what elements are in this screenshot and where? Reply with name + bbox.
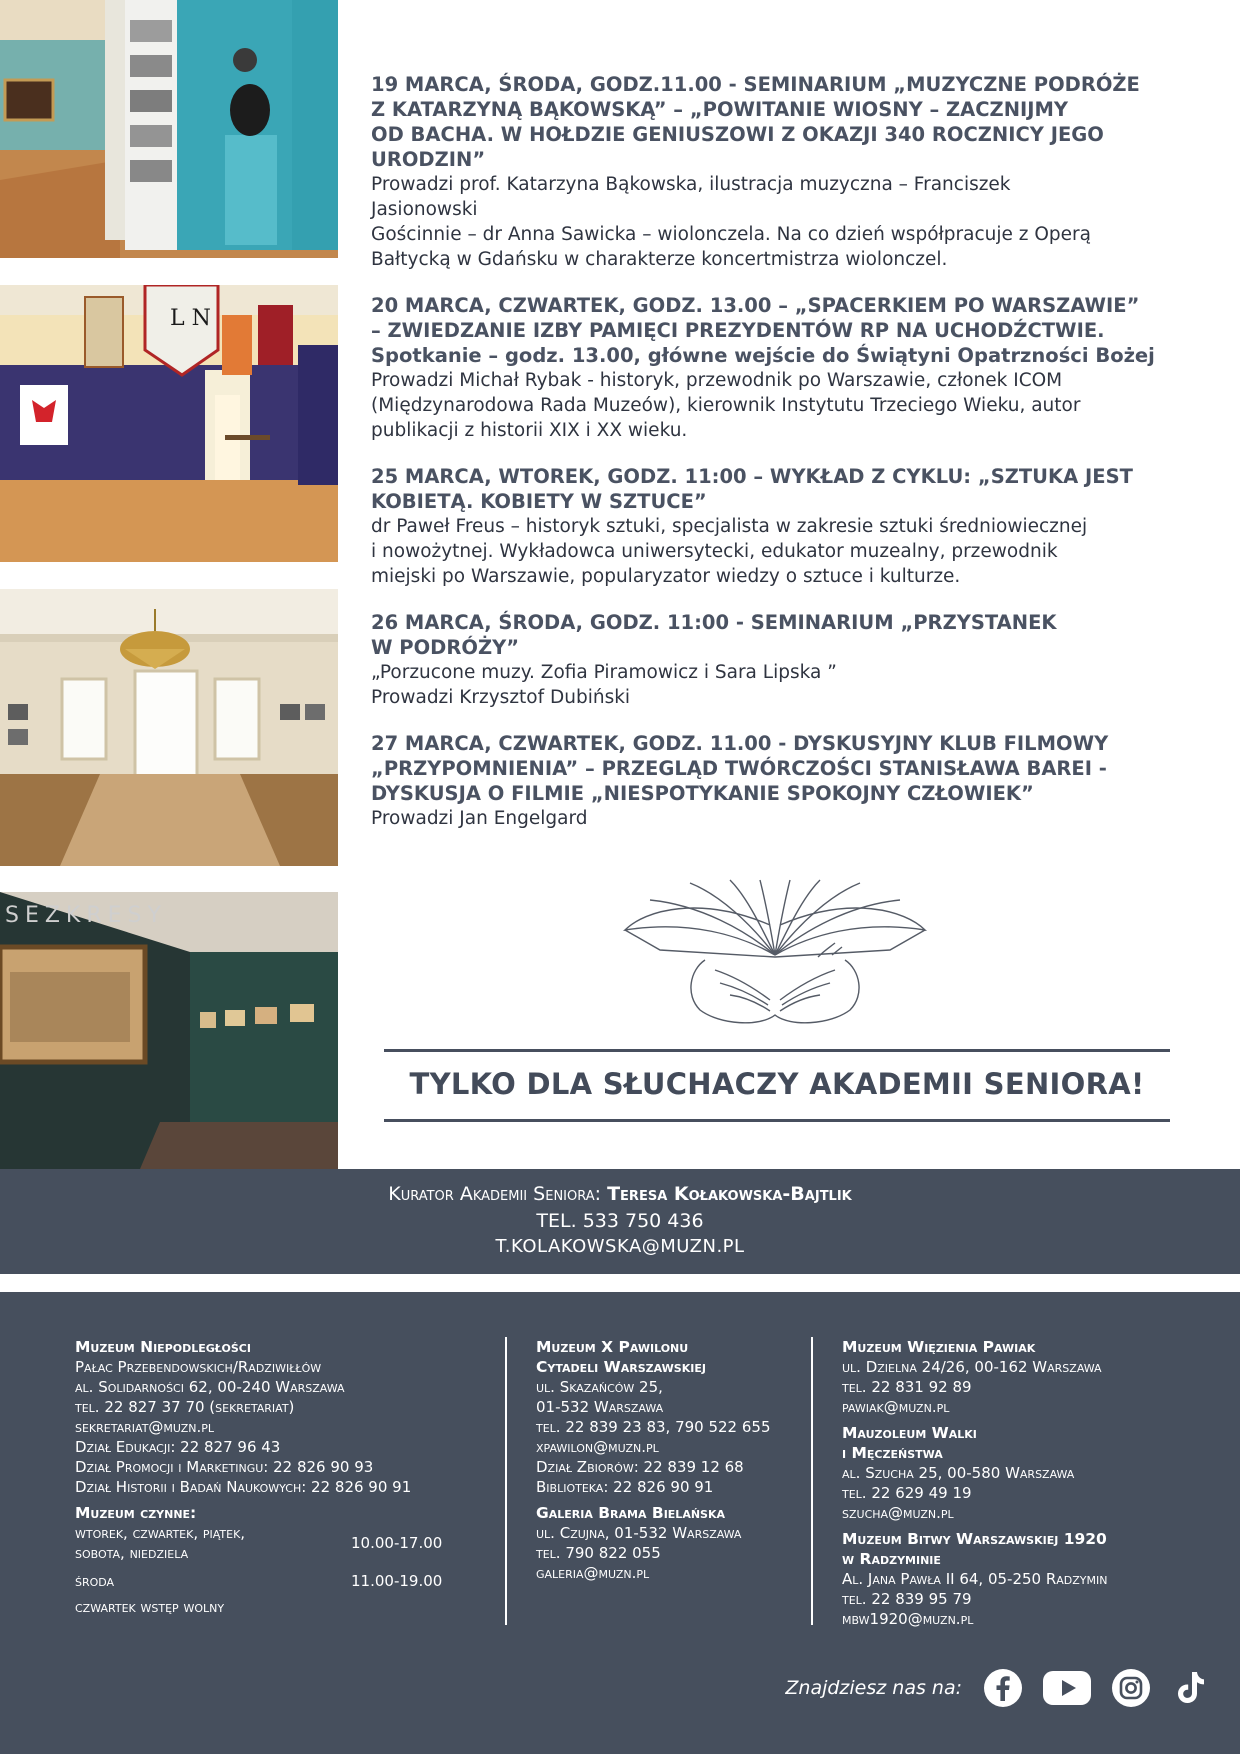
curator-email[interactable]: T.KOLAKOWSKA@MUZN.PL — [495, 1236, 745, 1257]
opening-hours-title: Muzeum czynne: — [75, 1504, 197, 1522]
museum-name: Galeria Brama Bielańska — [536, 1504, 725, 1522]
hours-days: środa — [75, 1572, 115, 1590]
event-title: 19 MARCA, ŚRODA, GODZ.11.00 - SEMINARIUM „MUZYCZNE PODRÓŻE Z KATARZYNĄ BĄKOWSKĄ” – „POWITANIE WIOSNY – ZACZNIJMY OD BACHA. W HOŁDZIE GENIUSZOWI Z OKAZJI 340 ROCZNICY JEGO URODZIN” — [371, 73, 1140, 171]
email-link[interactable]: xpawilon@muzn.pl — [536, 1438, 659, 1456]
footer-col-other-museums — [842, 1337, 1182, 1629]
instagram-icon[interactable] — [1110, 1667, 1152, 1709]
address-line: ul. Czujna, 01-532 Warszawa — [536, 1524, 742, 1542]
address-line: al. Solidarności 62, 00-240 Warszawa — [75, 1378, 345, 1396]
address-line: al. Szucha 25, 00-580 Warszawa — [842, 1464, 1075, 1482]
photo-ballroom-chandelier — [0, 589, 338, 866]
book-hands-icon — [620, 875, 930, 1030]
museum-name: Muzeum Bitwy Warszawskiej 1920 w Radzyminie — [842, 1530, 1107, 1568]
photo-exhibition-hall-flags — [0, 285, 338, 562]
phone-line: tel. 22 839 23 83, 790 522 655 — [536, 1418, 771, 1436]
event-item — [371, 293, 1181, 443]
event-description: Prowadzi prof. Katarzyna Bąkowska, ilustracja muzyczna – Franciszek Jasionowski Gościnnie – dr Anna Sawicka – wiolonczela. Na co dzień współpracuje z Operą Bałtycką w Gdańsku w charakterze koncertmistrza wiolonczel. — [371, 174, 1091, 270]
hours-time: 10.00-17.00 — [351, 1534, 443, 1552]
phone-line: tel. 22 831 92 89 — [842, 1378, 972, 1396]
youtube-icon[interactable] — [1042, 1667, 1092, 1709]
facebook-icon[interactable] — [982, 1667, 1024, 1709]
museum-name: Muzeum Więzienia Pawiak — [842, 1338, 1036, 1356]
email-link[interactable]: mbw1920@muzn.pl — [842, 1610, 974, 1628]
svg-text:SEZKRESY: SEZKRESY — [5, 903, 167, 928]
museum-name: Mauzoleum Walki i Męczeństwa — [842, 1424, 977, 1462]
address-line: 01-532 Warszawa — [536, 1398, 664, 1416]
photo-exhibition-hall-green — [0, 892, 338, 1169]
social-label: Znajdziesz nas na: — [785, 1677, 962, 1699]
email-link[interactable]: galeria@muzn.pl — [536, 1564, 650, 1582]
phone-line: tel. 22 827 37 70 (sekretariat) — [75, 1398, 295, 1416]
seniors-only-tagline: TYLKO DLA SŁUCHACZY AKADEMII SENIORA! — [409, 1067, 1145, 1101]
free-entry-note: czwartek wstęp wolny — [75, 1598, 225, 1616]
curator-line — [0, 1183, 1240, 1205]
photo-exhibition-hall-blue — [0, 0, 338, 258]
email-link[interactable]: sekretariat@muzn.pl — [75, 1418, 215, 1436]
curator-name: Teresa Kołakowska-Bajtlik — [607, 1183, 852, 1205]
address-line: Pałac Przebendowskich/Radziwiłłów — [75, 1358, 322, 1376]
svg-text:L N: L N — [170, 306, 211, 331]
footer — [0, 1292, 1240, 1754]
footer-divider — [505, 1337, 507, 1625]
event-title: 25 MARCA, WTOREK, GODZ. 11:00 – WYKŁAD Z CYKLU: „SZTUKA JEST KOBIETĄ. KOBIETY W SZTUCE” — [371, 465, 1133, 513]
phone-line: tel. 790 822 055 — [536, 1544, 661, 1562]
museum-name: Muzeum X Pawilonu Cytadeli Warszawskiej — [536, 1338, 706, 1376]
footer-col-pavilion — [536, 1337, 806, 1583]
phone-line: tel. 22 629 49 19 — [842, 1484, 972, 1502]
hours-row — [75, 1571, 495, 1591]
curator-phone: TEL. 533 750 436 — [536, 1210, 704, 1232]
event-description: Prowadzi Jan Engelgard — [371, 808, 588, 829]
address-line: Al. Jana Pawła II 64, 05-250 Radzymin — [842, 1570, 1108, 1588]
social-links — [785, 1663, 1212, 1713]
curator-bar — [0, 1169, 1240, 1274]
divider-bottom — [384, 1119, 1170, 1122]
email-link[interactable]: szucha@muzn.pl — [842, 1504, 954, 1522]
event-title: 20 MARCA, CZWARTEK, GODZ. 13.00 – „SPACERKIEM PO WARSZAWIE” – ZWIEDZANIE IZBY PAMIĘCI PREZYDENTÓW RP NA UCHODŹCTWIE. Spotkanie – godz. 13.00, główne wejście do Świątyni Opatrzności Bożej — [371, 294, 1155, 367]
phone-line: Dział Zbiorów: 22 839 12 68 — [536, 1458, 744, 1476]
museum-name: Muzeum Niepodległości — [75, 1338, 251, 1356]
hours-time: 11.00-19.00 — [351, 1572, 443, 1590]
phone-line: Dział Edukacji: 22 827 96 43 — [75, 1438, 281, 1456]
event-description: „Porzucone muzy. Zofia Piramowicz i Sara Lipska ” Prowadzi Krzysztof Dubiński — [371, 662, 837, 708]
phone-line: Biblioteka: 22 826 90 91 — [536, 1478, 714, 1496]
email-link[interactable]: pawiak@muzn.pl — [842, 1398, 950, 1416]
hours-days: wtorek, czwartek, piątek, sobota, niedziela — [75, 1524, 246, 1562]
event-description: dr Paweł Freus – historyk sztuki, specjalista w zakresie sztuki średniowiecznej i nowożytnej. Wykładowca uniwersytecki, edukator muzealny, przewodnik miejski po Warszawie, popularyzator wiedzy o sztuce i kulturze. — [371, 516, 1088, 587]
event-item — [371, 610, 1181, 710]
event-title: 26 MARCA, ŚRODA, GODZ. 11:00 - SEMINARIUM „PRZYSTANEK W PODRÓŻY” — [371, 611, 1057, 659]
event-item — [371, 731, 1181, 831]
divider-top — [384, 1049, 1170, 1052]
footer-divider — [811, 1337, 813, 1625]
address-line: ul. Skazańców 25, — [536, 1378, 663, 1396]
event-title: 27 MARCA, CZWARTEK, GODZ. 11.00 - DYSKUSYJNY KLUB FILMOWY „PRZYPOMNIENIA” – PRZEGLĄD TWÓRCZOŚCI STANISŁAWA BAREI - DYSKUSJA O FILMIE „NIESPOTYKANIE SPOKOJNY CZŁOWIEK” — [371, 732, 1109, 805]
curator-label: Kurator Akademii Seniora: — [388, 1183, 608, 1205]
tiktok-icon[interactable] — [1170, 1667, 1212, 1709]
footer-col-main-museum — [75, 1337, 495, 1617]
phone-line: Dział Promocji i Marketingu: 22 826 90 93 — [75, 1458, 374, 1476]
event-description: Prowadzi Michał Rybak - historyk, przewodnik po Warszawie, członek ICOM (Międzynarodowa Rada Muzeów), kierownik Instytutu Trzeciego Wieku, autor publikacji z historii XIX i XX wieku. — [371, 370, 1081, 441]
events-list — [371, 72, 1181, 852]
hours-row — [75, 1523, 495, 1563]
phone-line: Dział Historii i Badań Naukowych: 22 826 90 91 — [75, 1478, 412, 1496]
event-item — [371, 464, 1181, 589]
event-item — [371, 72, 1181, 272]
phone-line: tel. 22 839 95 79 — [842, 1590, 972, 1608]
address-line: ul. Dzielna 24/26, 00-162 Warszawa — [842, 1358, 1102, 1376]
